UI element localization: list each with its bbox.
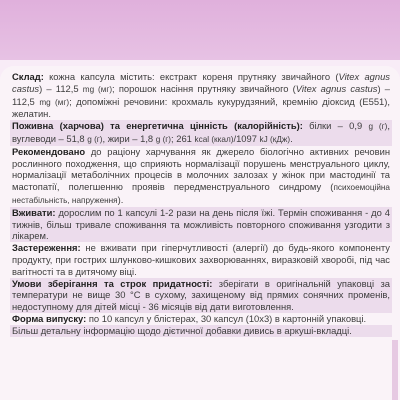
section-composition: [10, 71, 392, 120]
edge-strip: [392, 340, 398, 400]
section-text: зберігати в оригінальній упаковці за температури не вище 30 °С в сухому, захищеному від прямих сонячних променів, недоступному для дітей місці - 36 місяців від дати виготовлення.: [12, 277, 390, 313]
section-text: mg (мг): [39, 97, 70, 107]
section-text: kcal (ккал): [194, 134, 234, 144]
top-band: [0, 0, 400, 60]
section-label: Поживна (харчова) та енергетична цінність (калорійність):: [12, 120, 303, 132]
section-text: ; порошок насіння прутняку звичайного (: [112, 82, 296, 94]
section-text: кожна капсула містить: екстракт кореня прутняку звичайного (: [43, 71, 339, 82]
section-label: Застереження:: [12, 242, 81, 254]
section-text: kJ (кДж): [259, 134, 291, 144]
section-text: ).: [117, 193, 124, 205]
section-text: , вуглеводи – 51,8: [12, 120, 390, 144]
section-label: Рекомендовано: [12, 145, 86, 157]
section-nutrition: [10, 120, 392, 146]
section-text: по 10 капсул у блістерах, 30 капсул (10х3) в картонній упаковці.: [86, 312, 367, 324]
section-label: Форма випуску:: [12, 312, 87, 324]
section-text: Більш детальну інформацію щодо дієтичної добавки дивись в аркуші-вкладці.: [12, 324, 352, 336]
section-text: Vitex agnus castus: [12, 71, 390, 94]
section-text: .: [290, 132, 293, 144]
section-text: /1097: [233, 132, 260, 144]
section-text: ; допоміжні речовини: крохмаль кукурудзяний, кремнію діоксид (Е551), желатин.: [12, 95, 390, 120]
section-text: психоемоційна нестабільність, напруження: [12, 183, 390, 205]
section-label: Умови зберігання та строк придатності:: [12, 277, 213, 289]
section-text: g (г): [155, 134, 172, 144]
section-text: білки – 0,9: [302, 120, 369, 132]
section-text: ) – 112,5: [39, 82, 83, 94]
section-release-form: [10, 313, 392, 325]
section-text: mg (мг): [82, 84, 113, 94]
section-text: , жири – 1,8: [102, 132, 156, 144]
section-warnings: [10, 242, 392, 277]
section-text: g (г): [368, 122, 388, 132]
section-label: Склад:: [12, 71, 44, 82]
section-more-info: [10, 325, 392, 337]
section-text: g (г): [87, 134, 103, 144]
section-recommended: [10, 146, 392, 207]
section-label: Вживати:: [12, 206, 56, 218]
section-text: ; 261: [171, 132, 195, 144]
section-usage: [10, 207, 392, 242]
section-text: дорослим по 1 капсулі 1-2 рази на день після їжі. Термін споживання - до 4 тижнів, більш тривале споживання та можливість повторного споживання узгодити з лікарем.: [12, 206, 390, 242]
section-text: ) – 112,5: [12, 82, 390, 107]
section-storage: [10, 278, 392, 313]
section-text: не вживати при гіперчутливості (алергії) до будь-якого компоненту продукту, при гострих шлунково-кишкових захворюваннях, виразковій хворобі, під час вагітності та в дитячому віці.: [12, 242, 390, 277]
section-text: до раціону харчування як джерело біологічно активних речовин рослинного походження, що сприяють нормалізації порушень менструального циклу, нормалізації метаболічних процесів в молочних залозах у жінок при мастодинії та мастопатії, полегшенню проявів передменструального синдрому (: [12, 145, 390, 193]
label-sections: [10, 71, 392, 337]
section-text: Vitex agnus castus: [295, 82, 378, 94]
